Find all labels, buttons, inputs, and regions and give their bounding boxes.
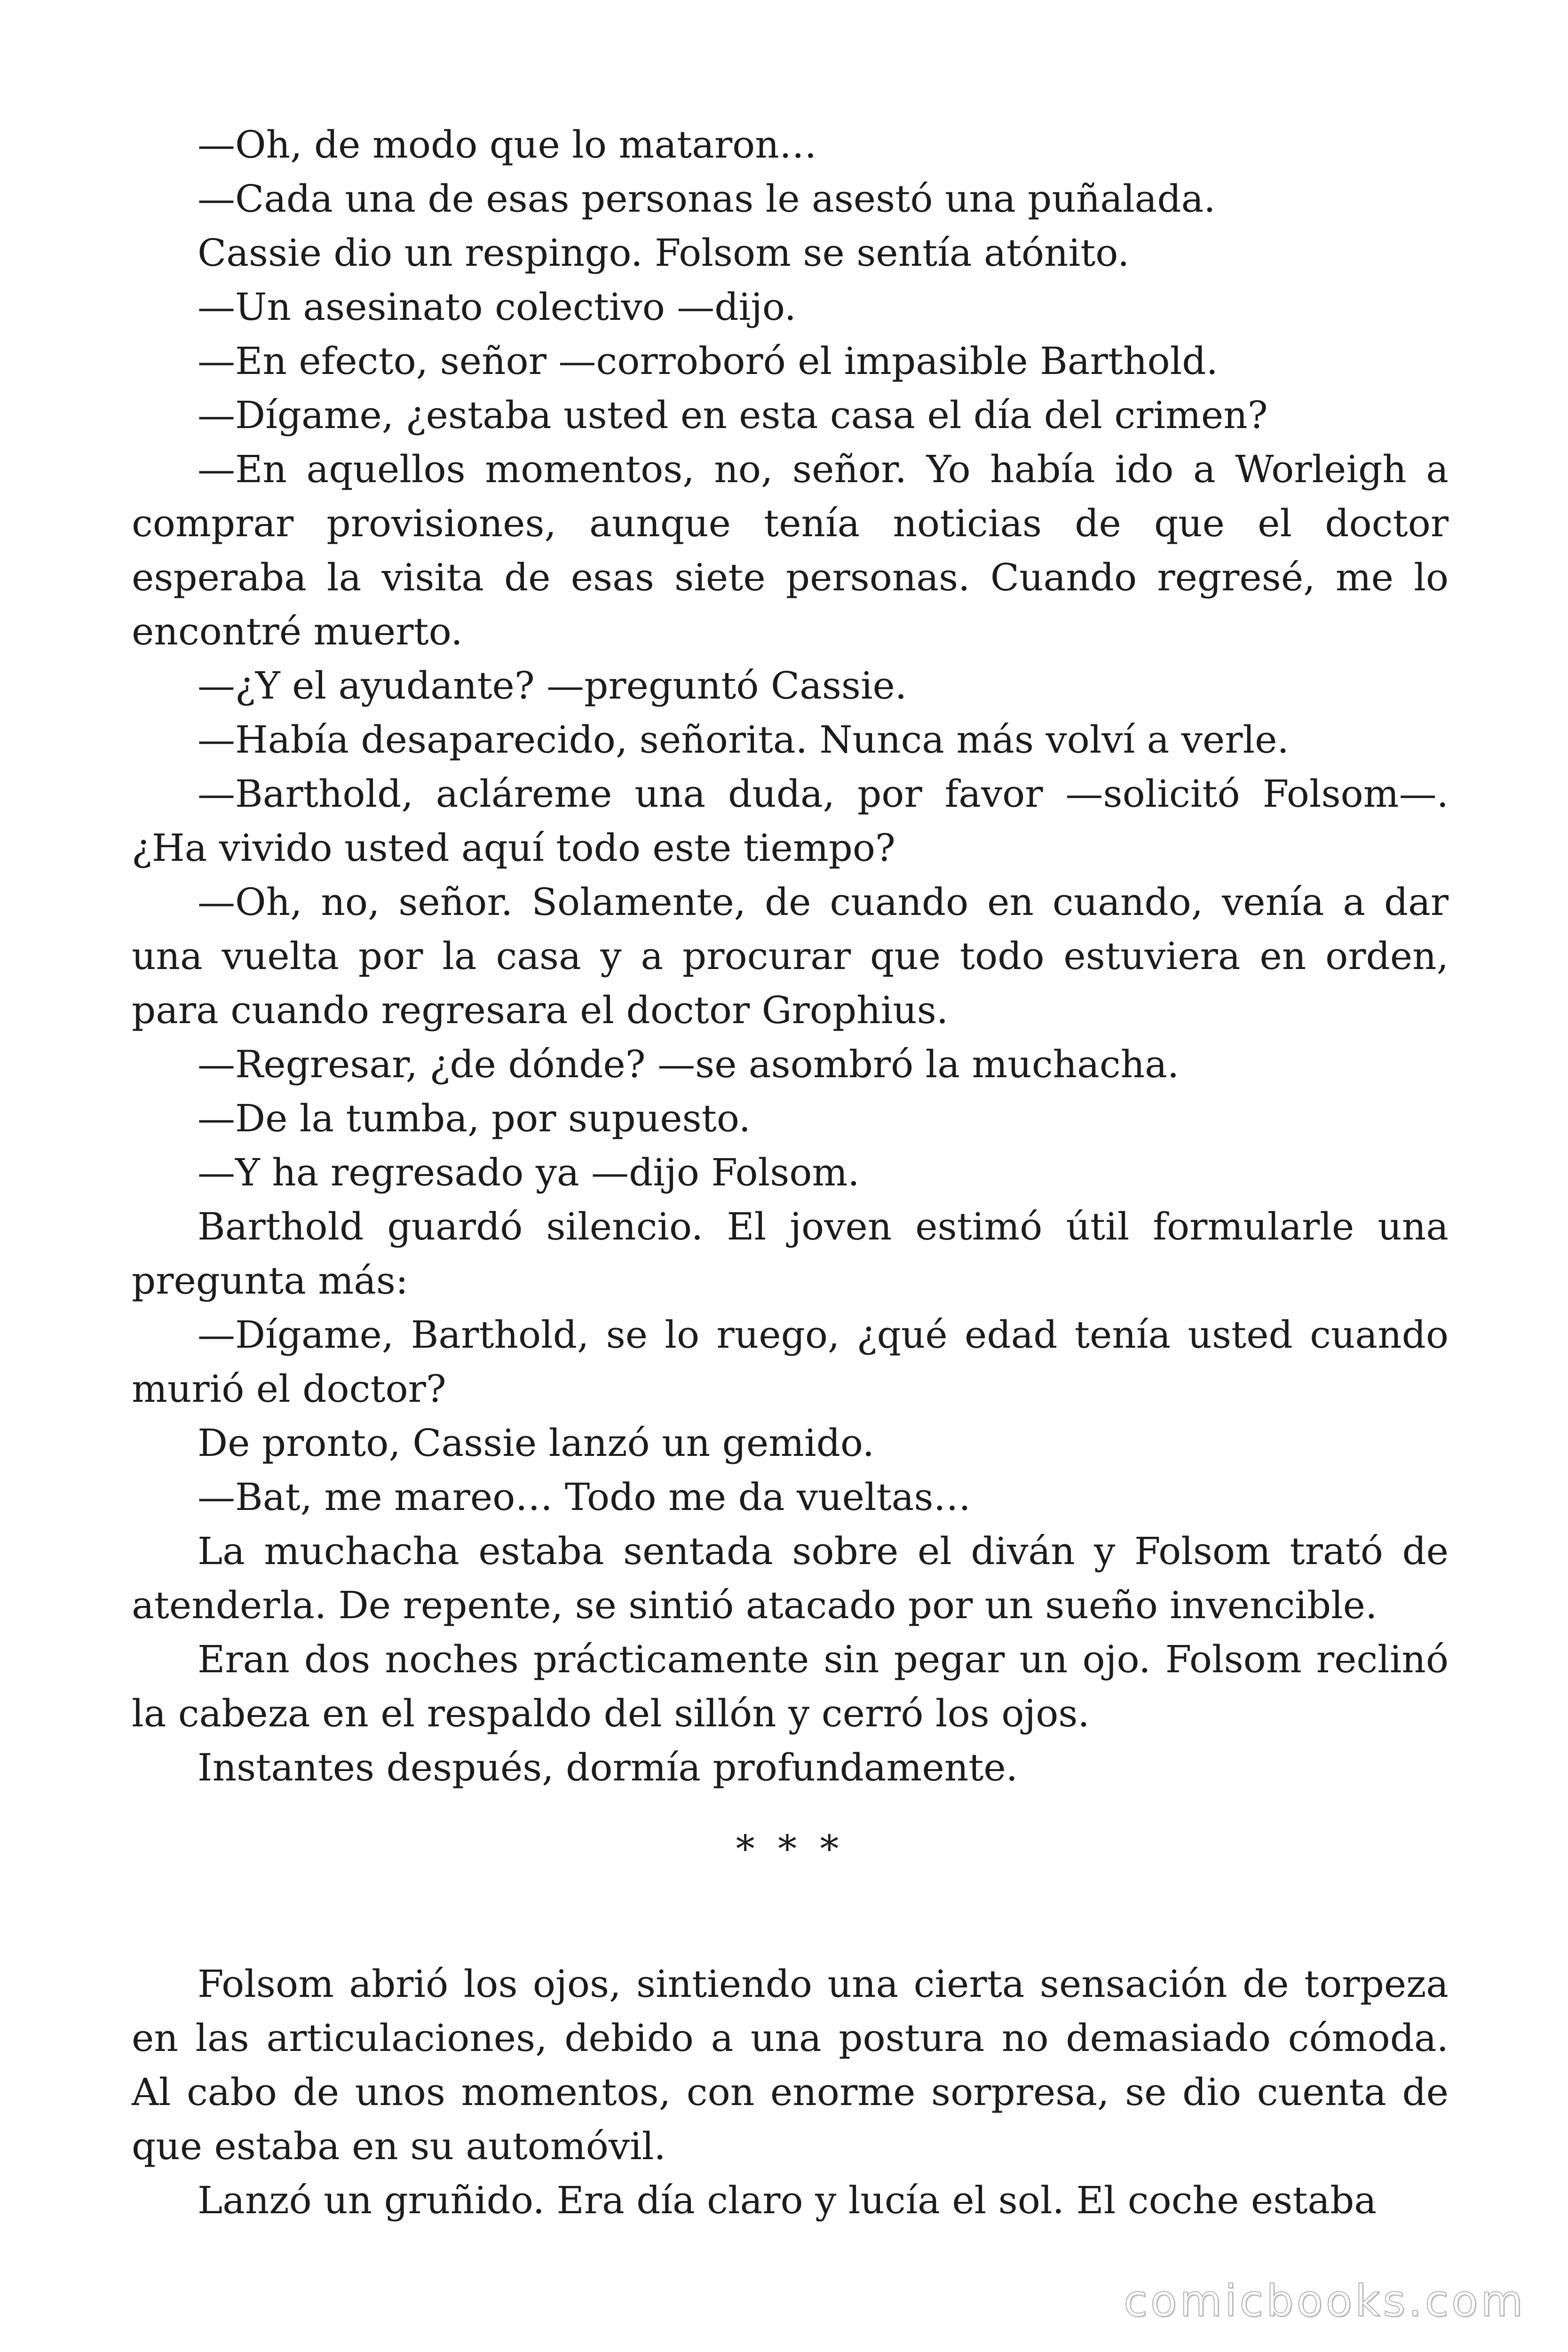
- paragraph-9: —Había desaparecido, señorita. Nunca más volví a verle.: [198, 718, 1289, 762]
- paragraph-6: —Dígame, ¿estaba usted en esta casa el día del crimen?: [198, 393, 1268, 437]
- paragraph-20: Eran dos noches prácticamente sin pegar un ojo. Folsom reclinó la cabeza en el respaldo del sillón y cerró los ojos.: [132, 1637, 1449, 1735]
- page-body: [132, 118, 1449, 2227]
- section-break: * * *: [736, 1827, 845, 1871]
- paragraph-5: —En efecto, señor —corroboró el impasible Barthold.: [198, 339, 1218, 383]
- paragraph-16: —Dígame, Barthold, se lo ruego, ¿qué edad tenía usted cuando murió el doctor?: [132, 1313, 1449, 1411]
- paragraph-14: —Y ha regresado ya —dijo Folsom.: [198, 1151, 860, 1194]
- paragraph-18: —Bat, me mareo… Todo me da vueltas…: [198, 1475, 971, 1519]
- paragraph-1: —Oh, de modo que lo mataron…: [198, 123, 817, 167]
- paragraph-2: —Cada una de esas personas le asestó una puñalada.: [198, 177, 1216, 221]
- paragraph-4: —Un asesinato colectivo —dijo.: [198, 285, 797, 329]
- paragraph-10: —Barthold, acláreme una duda, por favor —solicitó Folsom—. ¿Ha vivido usted aquí todo este tiempo?: [132, 772, 1449, 870]
- paragraph-8: —¿Y el ayudante? —preguntó Cassie.: [198, 664, 907, 707]
- paragraph-19: La muchacha estaba sentada sobre el diván y Folsom trató de atenderla. De repente, se sintió atacado por un sueño invencible.: [132, 1529, 1449, 1627]
- paragraph-22: Folsom abrió los ojos, sintiendo una cierta sensación de torpeza en las articulaciones, debido a una postura no demasiado cómoda. Al cabo de unos momentos, con enorme sorpresa, se dio cuenta de que estaba en su automóvil.: [132, 1962, 1449, 2168]
- watermark: comicbooks.com: [1124, 2276, 1526, 2326]
- paragraph-13: —De la tumba, por supuesto.: [198, 1097, 751, 1140]
- paragraph-3: Cassie dio un respingo. Folsom se sentía atónito.: [198, 231, 1130, 275]
- paragraph-11: —Oh, no, señor. Solamente, de cuando en cuando, venía a dar una vuelta por la casa y a procurar que todo estuviera en orden, para cuando regresara el doctor Grophius.: [132, 880, 1449, 1032]
- paragraph-7: —En aquellos momentos, no, señor. Yo había ido a Worleigh a comprar provisiones, aunque tenía noticias de que el doctor esperaba la visita de esas siete personas. Cuando regresé, me lo encontré muerto.: [132, 447, 1449, 653]
- paragraph-21: Instantes después, dormía profundamente.: [198, 1746, 1018, 1789]
- paragraph-12: —Regresar, ¿de dónde? —se asombró la muchacha.: [198, 1042, 1180, 1086]
- paragraph-23: Lanzó un gruñido. Era día claro y lucía el sol. El coche estaba: [198, 2178, 1377, 2222]
- paragraph-17: De pronto, Cassie lanzó un gemido.: [198, 1421, 875, 1465]
- paragraph-15: Barthold guardó silencio. El joven estimó útil formularle una pregunta más:: [132, 1205, 1449, 1303]
